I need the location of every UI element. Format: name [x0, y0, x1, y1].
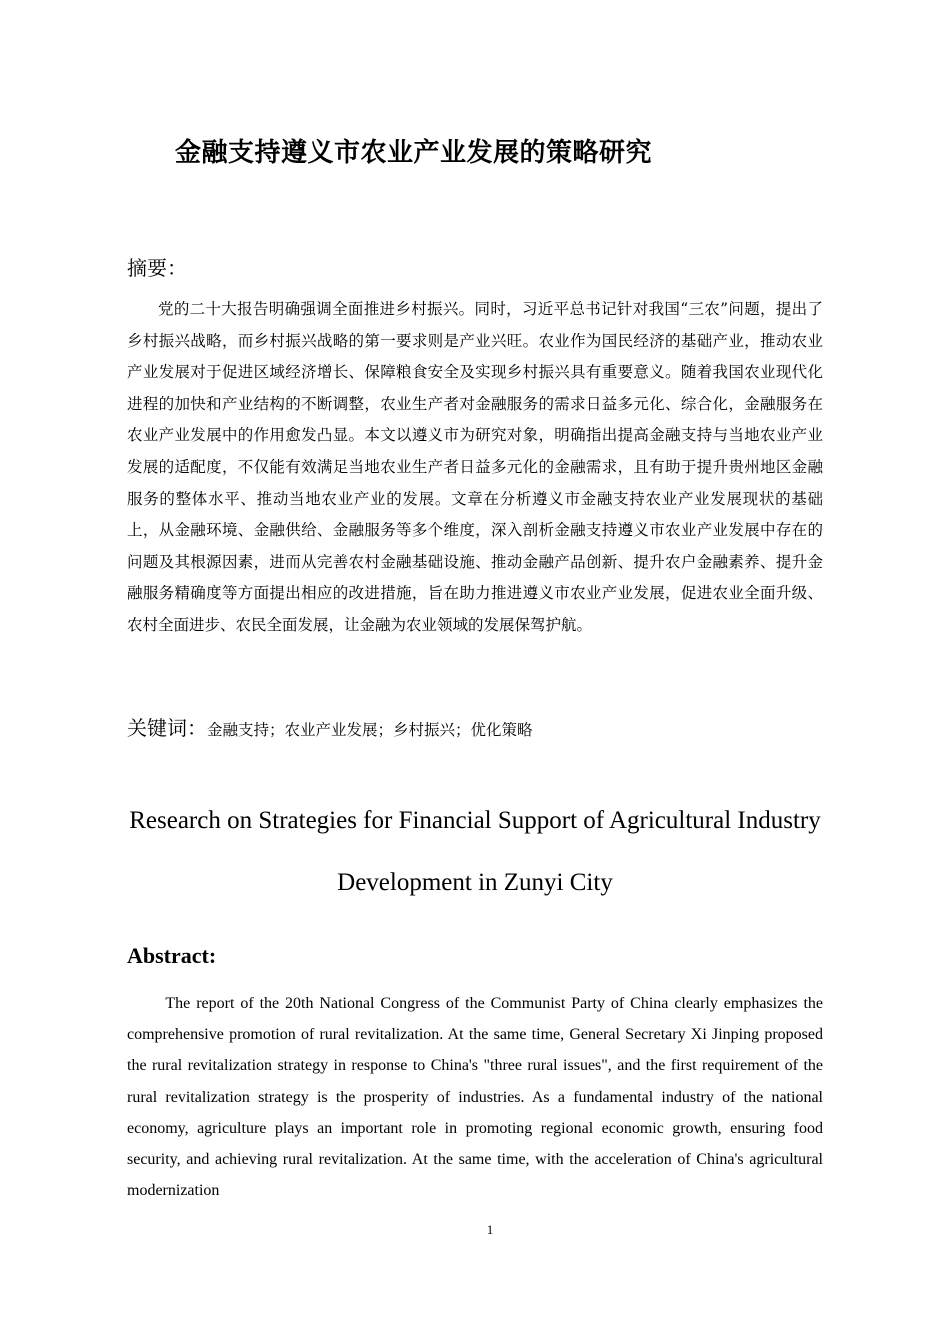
chinese-abstract-body: 党的二十大报告明确强调全面推进乡村振兴。同时，习近平总书记针对我国“三农”问题，提出了乡村振兴战略，而乡村振兴战略的第一要求则是产业兴旺。农业作为国民经济的基础产业，推动农业产业发展对于促进区域经济增长、保障粮食安全及实现乡村振兴具有重要意义。随着我国农业现代化进程的加快和产业结构的不断调整，农业生产者对金融服务的需求日益多元化、综合化，金融服务在农业产业发展中的作用愈发凸显。本文以遵义市为研究对象，明确指出提高金融支持与当地农业产业发展的适配度，不仅能有效满足当地农业生产者日益多元化的金融需求，且有助于提升贵州地区金融服务的整体水平、推动当地农业产业的发展。文章在分析遵义市金融支持农业产业发展现状的基础上，从金融环境、金融供给、金融服务等多个维度，深入剖析金融支持遵义市农业产业发展中存在的问题及其根源因素，进而从完善农村金融基础设施、推动金融产品创新、提升农户金融素养、提升金融服务精确度等方面提出相应的改进措施，旨在助力推进遵义市农业产业发展，促进农业全面升级、农村全面进步、农民全面发展，让金融为农业领域的发展保驾护航。 [127, 300, 823, 634]
page-number: 1 [486, 1222, 494, 1237]
chinese-keywords-label: 关键词： [127, 716, 207, 740]
chinese-keywords-text: 金融支持；农业产业发展；乡村振兴；优化策略 [207, 721, 533, 739]
english-title: Research on Strategies for Financial Support of Agricultural Industry Development in Zunyi City [129, 807, 821, 896]
chinese-abstract-heading: 摘要： [127, 256, 187, 280]
chinese-keywords [127, 712, 827, 741]
english-abstract-body: The report of the 20th National Congress of the Communist Party of China clearly emphasizes the comprehensive promotion of rural revitalization. At the same time, General Secretary Xi Jinping proposed the rural revitalization strategy in response to China's "three rural issues", and the first requirement of the rural revitalization strategy is the prosperity of industries. As a fundamental industry of the national economy, agriculture plays an important role in promoting regional economic growth, ensuring food security, and achieving rural revitalization. At the same time, with the acceleration of China's agricultural modernization [127, 995, 823, 1200]
chinese-title: 金融支持遵义市农业产业发展的策略研究 [175, 138, 653, 168]
english-abstract-heading: Abstract: [127, 943, 217, 968]
